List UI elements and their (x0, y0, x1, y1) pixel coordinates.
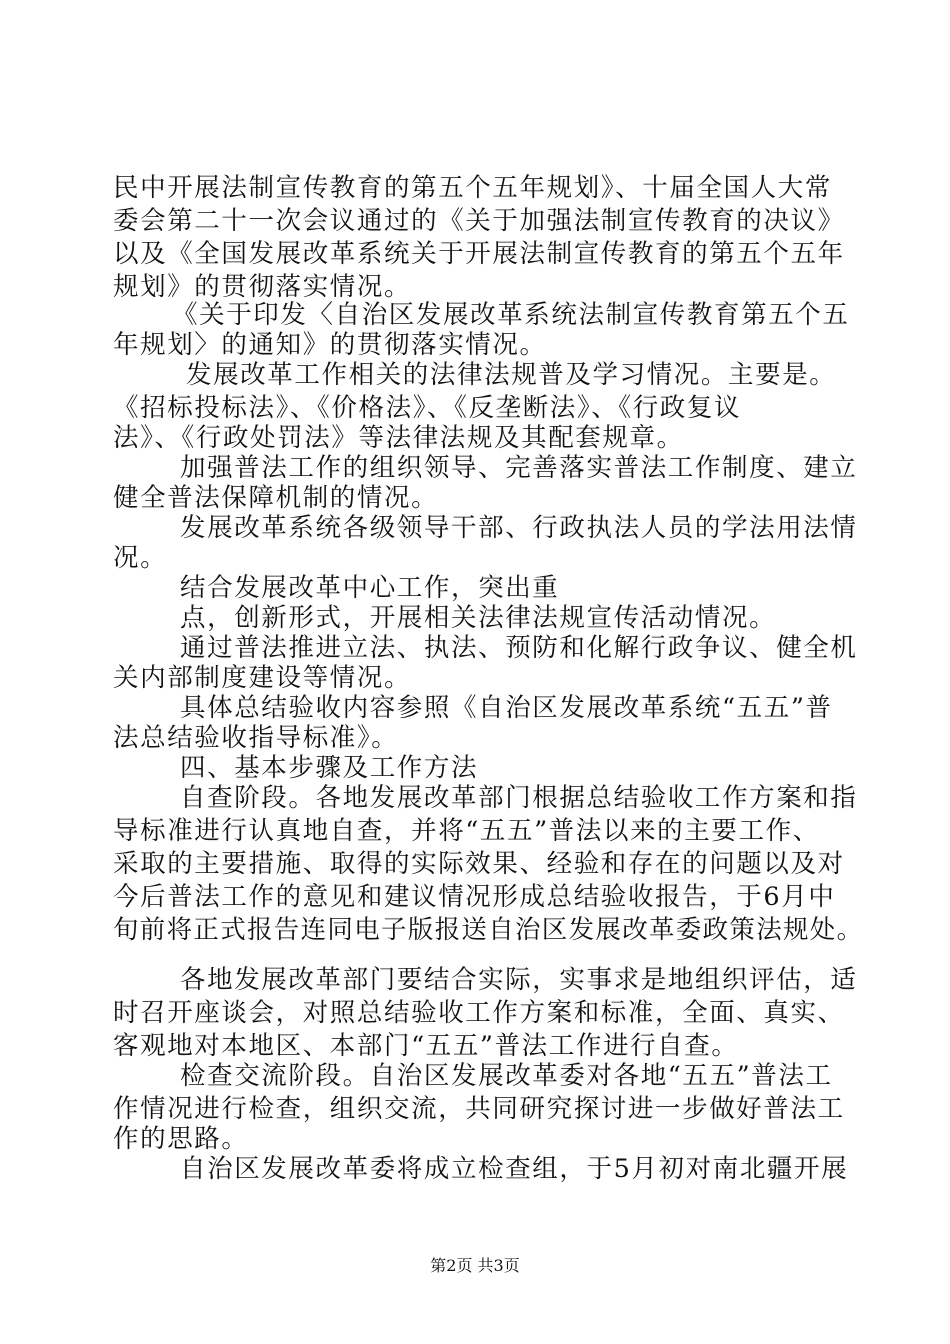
text-line: 作情况进行检查，组织交流，共同研究探讨进一步做好普法工 (113, 1094, 845, 1124)
text-line: 健全普法保障机制的情况。 (113, 483, 439, 513)
text-line: 各地发展改革部门要结合实际，实事求是地组织评估，适 (180, 965, 858, 995)
text-line: 作的思路。 (113, 1124, 249, 1154)
text-line: 委会第二十一次会议通过的《关于加强法制宣传教育的决议》 (113, 206, 845, 236)
page-footer: 第2页 共3页 (430, 1256, 520, 1275)
text-line: 客观地对本地区、本部门“五五”普法工作进行自查。 (113, 1031, 739, 1061)
text-line: 规划》的贯彻落实情况。 (113, 272, 412, 302)
text-line: 加强普法工作的组织领导、完善落实普法工作制度、建立 (180, 453, 858, 483)
text-line: 况。 (113, 543, 168, 573)
text-line: 点，创新形式，开展相关法律法规宣传活动情况。 (180, 603, 777, 633)
text-line: 《招标投标法》、《价格法》、《反垄断法》、《行政复议 (113, 393, 742, 423)
text-line: 发展改革工作相关的法律法规普及学习情况。主要是。 (186, 360, 837, 390)
text-line: 今后普法工作的意见和建议情况形成总结验收报告，于6月中 (113, 882, 836, 912)
text-line: 以及《全国发展改革系统关于开展法制宣传教育的第五个五年 (113, 239, 845, 269)
text-line: 关内部制度建设等情况。 (113, 663, 412, 693)
text-line: 自查阶段。各地发展改革部门根据总结验收工作方案和指 (180, 783, 858, 813)
text-line: 民中开展法制宣传教育的第五个五年规划》、十届全国人大常 (113, 173, 832, 203)
text-line: 年规划〉的通知》的贯彻落实情况。 (113, 330, 547, 360)
text-line: 结合发展改革中心工作，突出重 (180, 573, 560, 603)
text-line: 采取的主要措施、取得的实际效果、经验和存在的问题以及对 (113, 849, 845, 879)
text-line: 具体总结验收内容参照《自治区发展改革系统“五五”普 (180, 693, 833, 723)
section-heading: 四、基本步骤及工作方法 (180, 753, 479, 783)
text-line: 旬前将正式报告连同电子版报送自治区发展改革委政策法规处。 (113, 915, 864, 945)
text-line: 通过普法推进立法、执法、预防和化解行政争议、健全机 (180, 633, 858, 663)
text-line: 法总结验收指导标准》。 (113, 723, 399, 753)
text-line: 检查交流阶段。自治区发展改革委对各地“五五”普法工 (180, 1061, 833, 1091)
text-line: 导标准进行认真地自查，并将“五五”普法以来的主要工作、 (113, 816, 820, 846)
text-line: 自治区发展改革委将成立检查组，于5月初对南北疆开展 (180, 1154, 849, 1184)
text-line: 时召开座谈会，对照总结验收工作方案和标准，全面、真实、 (113, 998, 845, 1028)
text-line: 《关于印发〈自治区发展改革系统法制宣传教育第五个五 (172, 300, 850, 330)
text-line: 发展改革系统各级领导干部、行政执法人员的学法用法情 (180, 513, 858, 543)
text-line: 法》、《行政处罚法》等法律法规及其配套规章。 (113, 423, 684, 453)
